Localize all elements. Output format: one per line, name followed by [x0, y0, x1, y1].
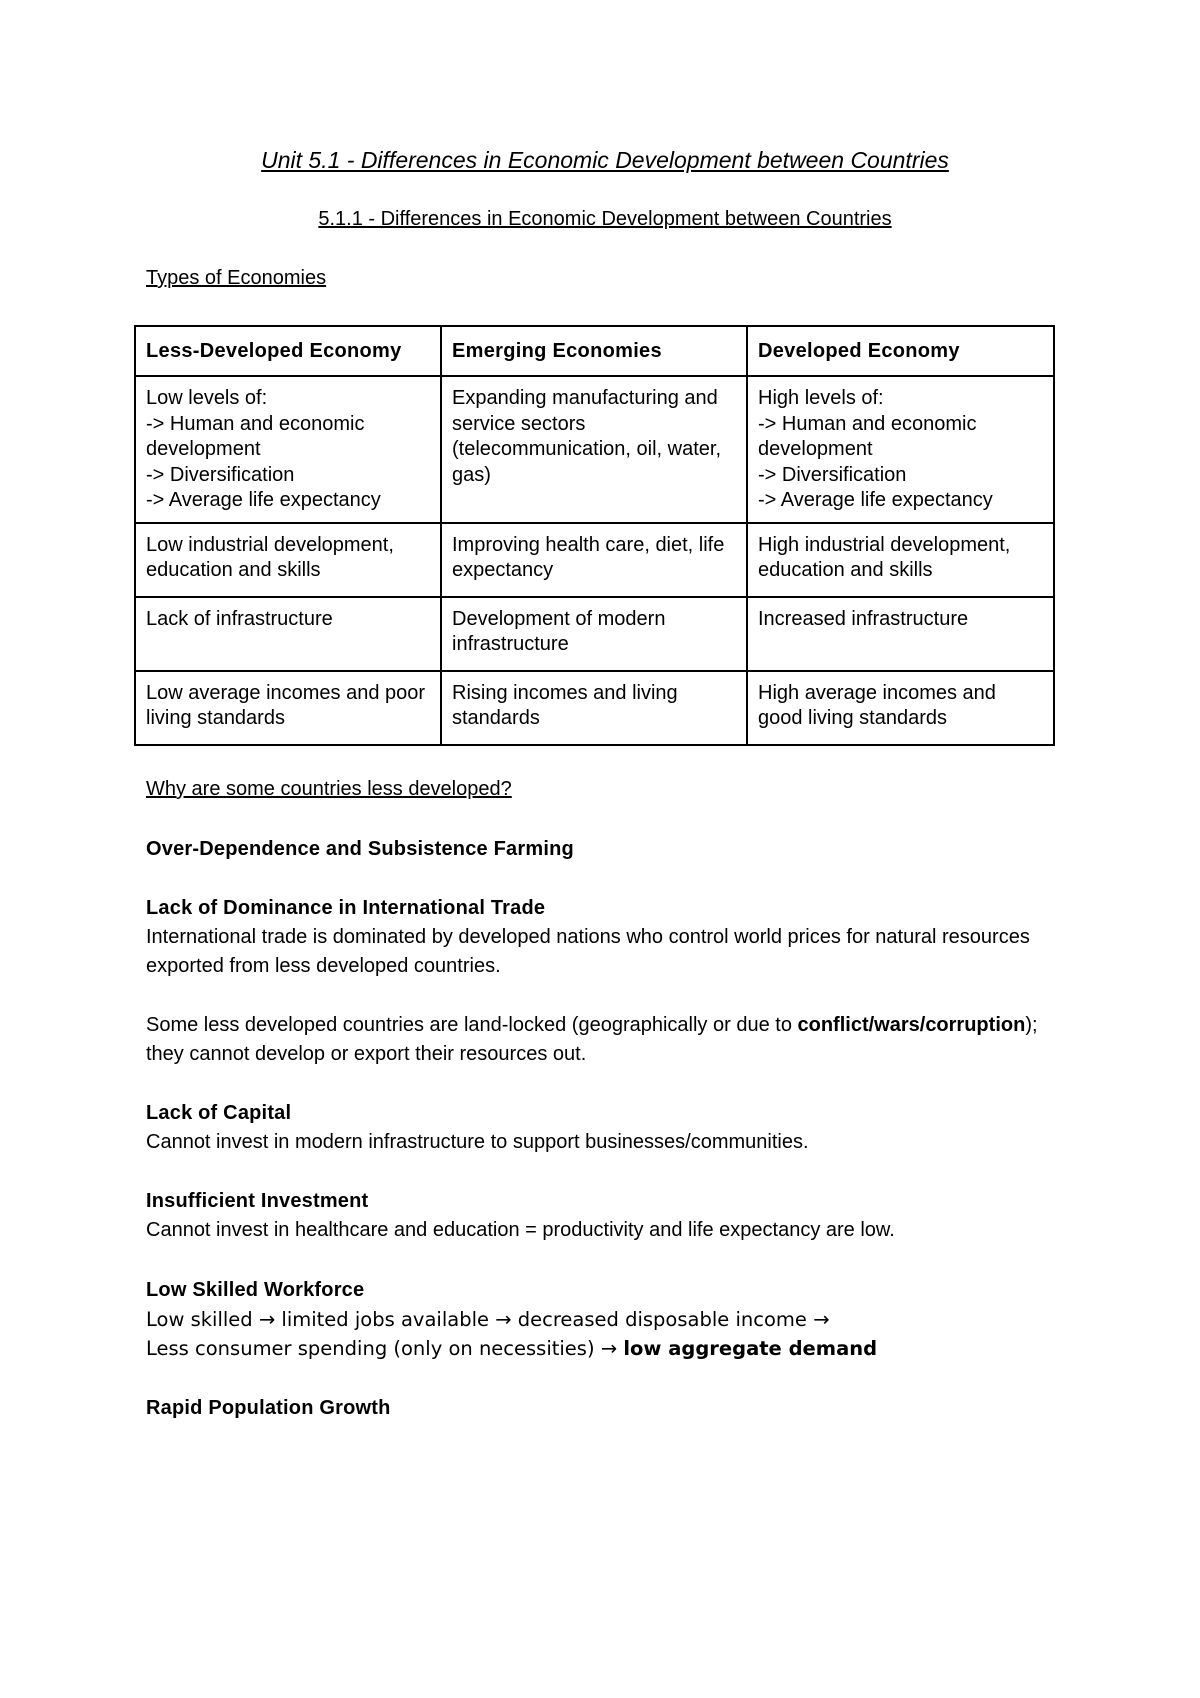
cell-line: -> Average life expectancy	[758, 489, 993, 511]
cell-emerging	[441, 597, 747, 671]
cell-line: -> Human and economic development	[146, 412, 365, 460]
cell-line: Lack of infrastructure	[146, 607, 333, 630]
cell-line: Low average incomes and poor living standards	[146, 681, 426, 729]
cell-line: -> Diversification	[758, 463, 907, 486]
cell-line: High levels of:	[758, 387, 884, 409]
heading-international-trade: Lack of Dominance in International Trade	[146, 897, 546, 919]
cell-emerging	[441, 376, 747, 523]
cell-emerging	[441, 671, 747, 745]
document-title: Unit 5.1 - Differences in Economic Development between Countries	[261, 147, 949, 173]
economy-types-table	[134, 325, 1055, 746]
cell-line: -> Diversification	[146, 463, 295, 486]
cell-line: Low levels of:	[146, 387, 268, 409]
cell-line: -> Average life expectancy	[146, 489, 381, 511]
cell-line: High average incomes and good living standards	[758, 681, 996, 729]
heading-lack-of-capital: Lack of Capital	[146, 1102, 292, 1124]
heading-rapid-population-growth: Rapid Population Growth	[146, 1397, 391, 1419]
cell-line: Rising incomes and living standards	[452, 681, 678, 729]
cell-emerging	[441, 523, 747, 597]
header-developed: Developed Economy	[747, 326, 1054, 376]
cell-line: Expanding manufacturing and service sectors (telecommunication, oil, water, gas)	[452, 387, 722, 486]
cell-developed	[747, 523, 1054, 597]
cell-line: -> Human and economic development	[758, 412, 977, 460]
text-segment: ); they cannot develop or export their resources out.	[146, 1014, 1038, 1065]
cell-less-developed	[135, 597, 441, 671]
cell-line: Development of modern infrastructure	[452, 607, 666, 655]
workforce-chain-line-2	[146, 1334, 877, 1363]
cell-line: Low industrial development, education and skills	[146, 533, 394, 581]
cell-less-developed	[135, 376, 441, 523]
table-row	[135, 671, 1054, 745]
types-of-economies-label: Types of Economies	[146, 267, 327, 289]
bold-text: conflict/wars/corruption	[797, 1014, 1026, 1036]
paragraph-land-locked	[146, 1011, 1066, 1069]
table-header-row	[135, 326, 1054, 376]
workforce-chain-line-1: Low skilled → limited jobs available → decreased disposable income →	[146, 1308, 830, 1331]
header-emerging: Emerging Economies	[441, 326, 747, 376]
paragraph-trade-dominance: International trade is dominated by developed nations who control world prices for natural resources exported from less developed countries.	[146, 926, 1030, 977]
section-subtitle: 5.1.1 - Differences in Economic Development between Countries	[318, 208, 892, 230]
heading-low-skilled-workforce: Low Skilled Workforce	[146, 1279, 365, 1301]
paragraph-capital: Cannot invest in modern infrastructure to support businesses/communities.	[146, 1131, 809, 1153]
cell-line: Increased infrastructure	[758, 607, 969, 630]
heading-over-dependence: Over-Dependence and Subsistence Farming	[146, 838, 574, 860]
why-less-developed-label: Why are some countries less developed?	[146, 778, 512, 800]
text-segment: Less consumer spending (only on necessities) →	[146, 1337, 624, 1360]
cell-less-developed	[135, 671, 441, 745]
cell-developed	[747, 597, 1054, 671]
cell-developed	[747, 376, 1054, 523]
text-segment: Some less developed countries are land-locked (geographically or due to	[146, 1014, 798, 1036]
heading-insufficient-investment: Insufficient Investment	[146, 1190, 369, 1212]
paragraph-investment: Cannot invest in healthcare and education = productivity and life expectancy are low.	[146, 1219, 895, 1241]
table-row	[135, 376, 1054, 523]
table-row	[135, 523, 1054, 597]
header-less-developed: Less-Developed Economy	[135, 326, 441, 376]
table-row	[135, 597, 1054, 671]
bold-text: low aggregate demand	[623, 1337, 878, 1360]
cell-line: Improving health care, diet, life expectancy	[452, 533, 725, 581]
cell-line: High industrial development, education and skills	[758, 533, 1011, 581]
cell-developed	[747, 671, 1054, 745]
cell-less-developed	[135, 523, 441, 597]
